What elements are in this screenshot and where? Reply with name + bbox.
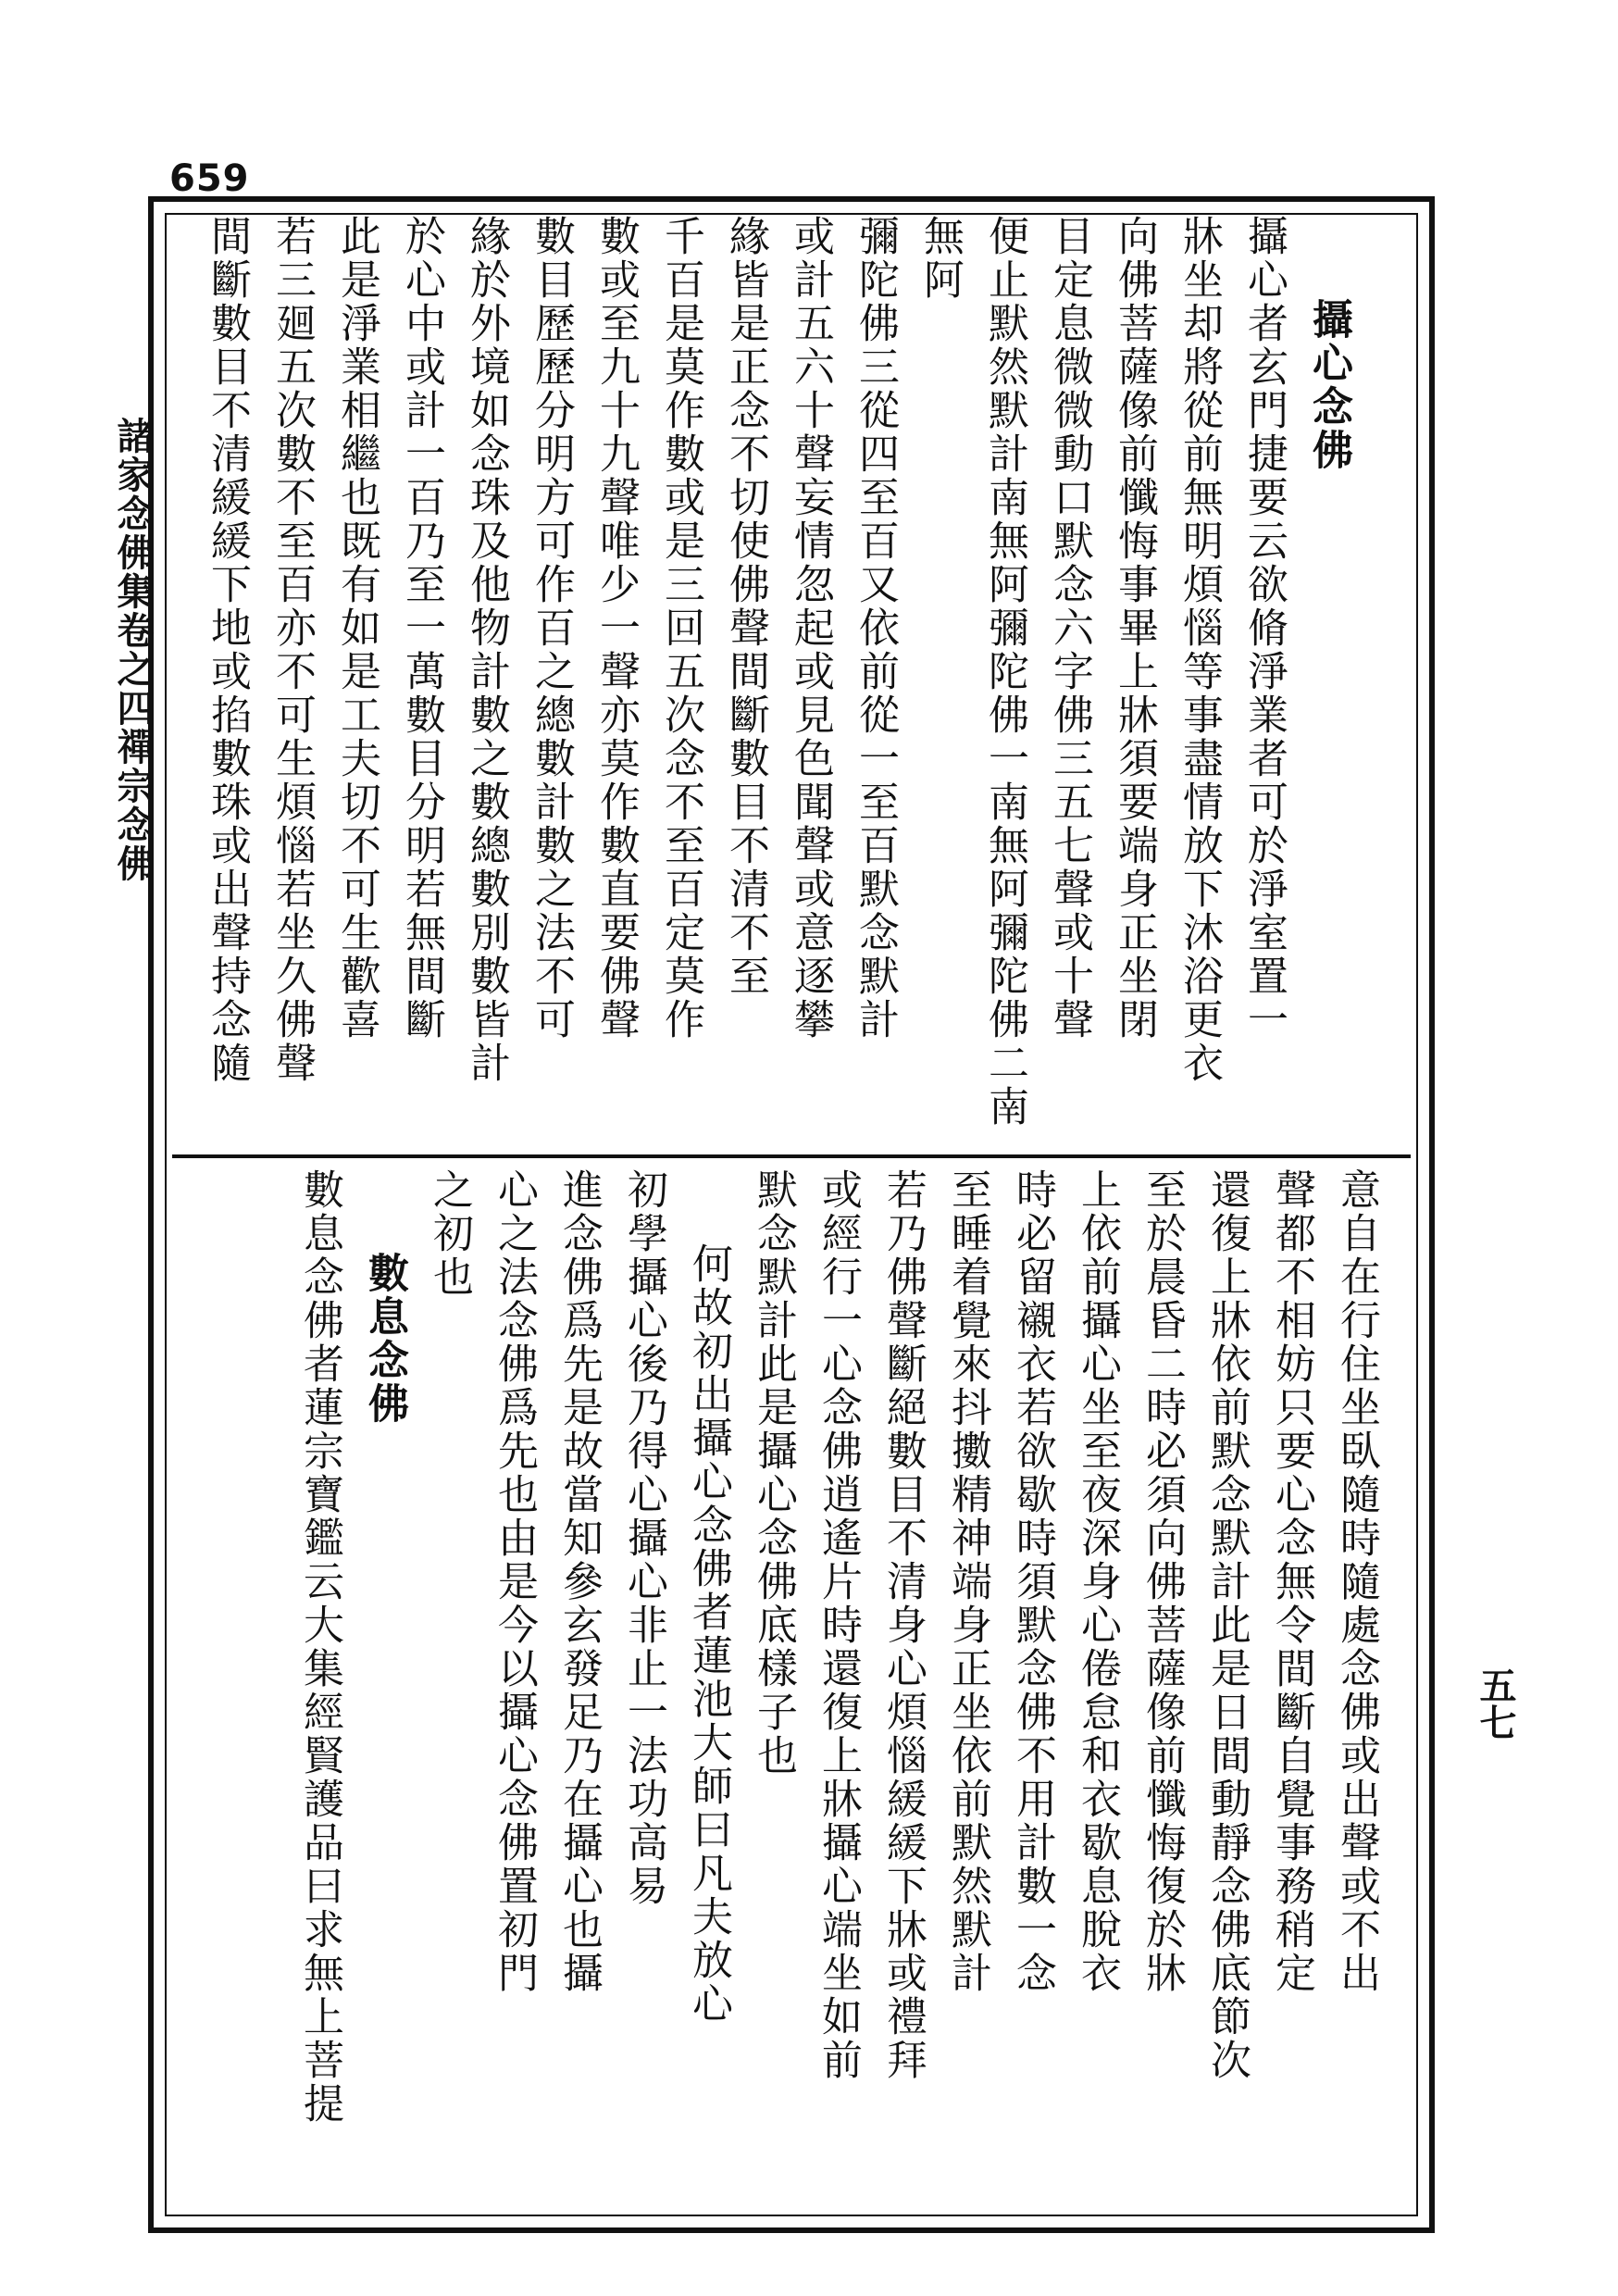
- text-line: 若乃佛聲斷絕數目不清身心煩惱緩緩下牀或禮拜: [879, 1168, 927, 2082]
- text-line: 彌陀佛三從四至百又依前從一至百默念默計: [852, 215, 899, 1042]
- text-line: 進念佛爲先是故當知參玄發足乃在攝心也攝: [555, 1168, 603, 1995]
- text-line: 之初也: [426, 1168, 473, 1299]
- text-line: 上依前攝心坐至夜深身心倦怠和衣歇息脫衣: [1074, 1168, 1121, 1995]
- text-line: 聲都不相妨只要心念無令間斷自覺事務稍定: [1268, 1168, 1315, 1995]
- text-line: 於心中或計一百乃至一萬數目分明若無間斷: [398, 215, 445, 1042]
- text-line: 心之法念佛爲先也由是今以攝心念佛置初門: [491, 1168, 538, 1995]
- text-line: 數息念佛者蓮宗寶鑑云大集經賢護品曰求無上菩提: [296, 1168, 343, 2126]
- text-line: 默念默計此是攝心念佛底樣子也: [750, 1168, 797, 1778]
- section-divider: [172, 1154, 1411, 1158]
- text-line: 時必留襯衣若欲歇時須默念佛不用計數一念: [1009, 1168, 1056, 1995]
- text-line: 或經行一心念佛逍遙片時還復上牀攝心端坐如前: [815, 1168, 862, 2082]
- section-heading: 數息念佛: [361, 1252, 408, 1426]
- text-line: 牀坐却將從前無明煩惱等事盡情放下沐浴更衣: [1176, 215, 1223, 1085]
- text-line: 間斷數目不清緩緩下地或掐數珠或出聲持念隨: [204, 215, 251, 1085]
- text-line: 緣於外境如念珠及他物計數之數總數別數皆計: [463, 215, 510, 1085]
- text-line: 攝心者玄門捷要云欲脩淨業者可於淨室置一: [1240, 215, 1288, 1042]
- text-line: 千百是莫作數或是三回五次念不至百定莫作: [657, 215, 704, 1042]
- text-line: 至睡着覺來抖擻精神端身正坐依前默然默計: [944, 1168, 991, 1995]
- text-line: 意自在行住坐臥隨時隨處念佛或出聲或不出: [1333, 1168, 1380, 1995]
- text-line: 便止默然默計南無阿彌陀佛一南無阿彌陀佛二南無阿: [916, 215, 1028, 1129]
- text-line: 數或至九十九聲唯少一聲亦莫作數直要佛聲: [592, 215, 640, 1042]
- text-line: 緣皆是正念不切使佛聲間斷數目不清不至: [722, 215, 769, 998]
- page-number: 659: [169, 157, 250, 200]
- bottom-section-text: [296, 1168, 1388, 2215]
- text-line: 至於晨昏二時必須向佛菩薩像前懺悔復於牀: [1139, 1168, 1186, 1995]
- text-line: 或計五六十聲妄情忽起或見色聞聲或意逐攀: [787, 215, 834, 1042]
- indented-line: 何故初出攝心念佛者蓮池大師曰凡夫放心: [685, 1242, 732, 2026]
- folio-number: 五七: [1474, 1666, 1517, 1741]
- text-line: 還復上牀依前默念默計此是日間動靜念佛底節次: [1203, 1168, 1251, 2082]
- running-head: 諸家念佛集卷之四禪宗念佛: [111, 417, 155, 883]
- text-line: 若三廻五次數不至百亦不可生煩惱若坐久佛聲: [268, 215, 316, 1085]
- text-line: 此是淨業相繼也既有如是工夫切不可生歡喜: [333, 215, 380, 1042]
- section-heading: 攝心念佛: [1305, 298, 1352, 472]
- text-line: 初學攝心後乃得心攝心非止一法功高易: [620, 1168, 667, 1908]
- text-line: 向佛菩薩像前懺悔事畢上牀須要端身正坐閉: [1111, 215, 1158, 1042]
- text-line: 目定息微微動口默念六字佛三五七聲或十聲: [1046, 215, 1093, 1042]
- text-line: 數目歷歷分明方可作百之總數計數之法不可: [528, 215, 575, 1042]
- top-section-text: [204, 215, 1361, 1141]
